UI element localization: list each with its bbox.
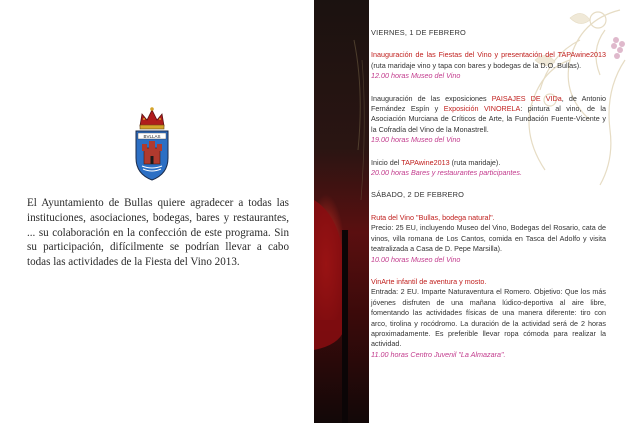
crest-label: BVLLAS: [143, 133, 161, 139]
event-description: Precio: 25 EU, incluyendo Museo del Vino, Bodegas del Rosario, cata de vinos, villa romana de Los Cantos, comida en Tasca del Adolfo y visita teatralizada a Casa de D. Pepe Marsilla).: [371, 223, 606, 254]
event-time-place: 10.00 horas Museo del Vino: [371, 254, 461, 264]
event-description: [371, 50, 606, 71]
thanks-paragraph: El Ayuntamiento de Bullas quiere agradecer a todas las instituciones, asociaciones, bodegas, bares y restaurantes, ... su colaboración en la confección de este programa. Sin su participación, difícilmente se podrían llevar a cabo todas las actividades de la Fiesta del Vino 2013.: [27, 197, 289, 269]
bullas-coat-of-arms-icon: [132, 104, 172, 184]
tapawine-brand: TAPAwine2013: [557, 50, 606, 60]
event-text: Inauguración de las Fiestas del Vino y presentación del: [371, 50, 558, 60]
event-text: Inauguración de las exposiciones: [371, 93, 492, 103]
event-tapawine-start: [371, 158, 606, 179]
tapawine-brand: TAPAwine2013: [401, 157, 450, 167]
event-inauguration: [371, 50, 606, 81]
event-title: Ruta del Vino "Bullas, bodega natural".: [371, 212, 495, 222]
event-text: Inicio del: [371, 157, 402, 167]
left-page: [0, 0, 314, 423]
day-heading-saturday: SÁBADO, 2 DE FEBRERO: [371, 190, 465, 200]
exhibition-name: Exposición VINORELA: [443, 104, 521, 114]
event-text: (ruta maridaje).: [449, 157, 501, 167]
event-text: (ruta maridaje vino y tapa con bares y bodegas de la D.O. Bullas).: [371, 60, 582, 70]
program-content: [371, 28, 606, 372]
right-page: [369, 0, 630, 423]
wine-photo-strip: [314, 0, 369, 423]
event-exhibitions: [371, 94, 606, 146]
event-time-place: 20.00 horas Bares y restaurantes participantes.: [371, 168, 523, 178]
event-description: Entrada: 2 EU. Imparte Naturaventura el Romero. Objetivo: Que los más jóvenes disfruten de una mañana lúdico-deportiva al aire libre, fomentando las actividades físicas de una manera diferente: tiro con arco, tirolina y rocódromo. La duración de la actividad será de 2 horas aproximadamente. Es preferible llevar ropa cómoda para realizar la actividad.: [371, 287, 606, 349]
event-text: : pintura al vino, de la Asociación Murciana de Críticos de Arte, la Fundación Fuente-Vicente y la Cofradía del Vino de la Monastrell.: [371, 104, 607, 134]
wine-bottle-image: [314, 0, 369, 423]
event-time-place: 19.00 horas Museo del Vino: [371, 135, 461, 145]
event-description: [371, 94, 606, 136]
day-heading-friday: VIERNES, 1 DE FEBRERO: [371, 28, 466, 37]
event-time-place: 12.00 horas Museo del Vino: [371, 71, 461, 81]
event-vinarte-kids: [371, 277, 606, 360]
event-time-place: 11.00 horas Centro Juvenil "La Almazara".: [371, 349, 506, 359]
exhibition-name: PAISAJES DE VIDa: [491, 93, 562, 103]
event-description: [371, 158, 606, 168]
event-wine-route: [371, 213, 606, 265]
event-text: , de Antonio Fernández Espín y: [371, 93, 607, 114]
event-title: VinArte infantil de aventura y mosto.: [371, 276, 487, 286]
